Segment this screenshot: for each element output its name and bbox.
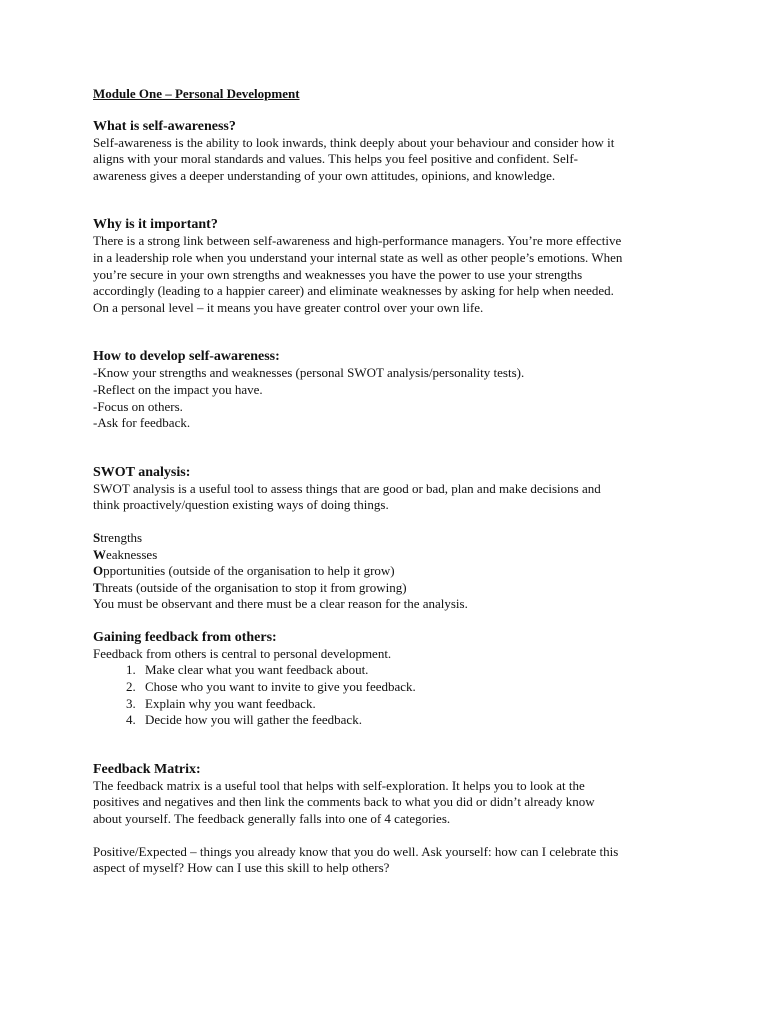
swot-item-opportunities bbox=[93, 563, 683, 580]
feedback-steps-list bbox=[93, 662, 683, 728]
text-line: aspect of myself? How can I use this skill to help others? bbox=[93, 860, 390, 876]
text-line: accordingly (leading to a happier career) and eliminate weaknesses by asking for help when needed. bbox=[93, 283, 614, 299]
list-item: 4. Decide how you will gather the feedback. bbox=[139, 712, 683, 729]
swot-word: hreats (outside of the organisation to stop it from growing) bbox=[101, 579, 407, 595]
swot-word: eaknesses bbox=[106, 546, 158, 562]
swot-item-threats bbox=[93, 580, 683, 597]
swot-letter: T bbox=[93, 579, 102, 595]
heading-gaining-feedback: Gaining feedback from others: bbox=[93, 629, 277, 645]
heading-swot-analysis: SWOT analysis: bbox=[93, 464, 191, 480]
text-line: aligns with your moral standards and values. This helps you feel positive and confident. Self- bbox=[93, 151, 578, 167]
text-line: you’re secure in your own strengths and weaknesses you have the power to use your strengths bbox=[93, 266, 583, 282]
paragraph-positive-expected bbox=[93, 844, 683, 877]
swot-letter: O bbox=[93, 563, 104, 579]
paragraph-why-important bbox=[93, 233, 683, 316]
paragraph-swot bbox=[93, 481, 683, 514]
list-item: -Ask for feedback. bbox=[93, 415, 191, 431]
heading-feedback-matrix: Feedback Matrix: bbox=[93, 761, 201, 777]
module-title: Module One – Personal Development bbox=[93, 86, 300, 101]
heading-what-is-self-awareness: What is self-awareness? bbox=[93, 118, 236, 134]
heading-why-important: Why is it important? bbox=[93, 217, 218, 233]
document-page bbox=[93, 86, 683, 877]
text-line: think proactively/question existing ways of doing things. bbox=[93, 497, 389, 513]
text-line: There is a strong link between self-awareness and high-performance managers. You’re more effective bbox=[93, 233, 622, 249]
swot-letter: S bbox=[93, 529, 101, 545]
swot-item-weaknesses bbox=[93, 547, 683, 564]
list-item: -Reflect on the impact you have. bbox=[93, 381, 263, 397]
feedback-intro: Feedback from others is central to personal development. bbox=[93, 645, 392, 661]
swot-word: trengths bbox=[100, 529, 143, 545]
text-line: in a leadership role when you understand your internal state as well as other people’s emotions. When bbox=[93, 249, 623, 265]
swot-item-strengths bbox=[93, 530, 683, 547]
swot-list bbox=[93, 530, 683, 596]
list-item: -Focus on others. bbox=[93, 398, 183, 414]
text-line: positives and negatives and then link the comments back to what you did or didn’t already know bbox=[93, 794, 595, 810]
paragraph-what-is-self-awareness bbox=[93, 135, 683, 185]
text-line: Self-awareness is the ability to look inwards, think deeply about your behaviour and consider how it bbox=[93, 134, 615, 150]
swot-closing-text: You must be observant and there must be a clear reason for the analysis. bbox=[93, 596, 468, 612]
text-line: Positive/Expected – things you already know that you do well. Ask yourself: how can I celebrate this bbox=[93, 843, 619, 859]
swot-word: pportunities (outside of the organisation to help it grow) bbox=[103, 563, 395, 579]
heading-how-to-develop: How to develop self-awareness: bbox=[93, 349, 280, 365]
paragraph-feedback-matrix bbox=[93, 778, 683, 828]
list-item: 2. Chose who you want to invite to give you feedback. bbox=[139, 679, 683, 696]
list-item: 3. Explain why you want feedback. bbox=[139, 696, 683, 713]
text-line: The feedback matrix is a useful tool that helps with self-exploration. It helps you to look at the bbox=[93, 777, 585, 793]
list-item: 1. Make clear what you want feedback about. bbox=[139, 662, 683, 679]
swot-letter: W bbox=[93, 546, 106, 562]
text-line: awareness gives a deeper understanding of your own attitudes, opinions, and knowledge. bbox=[93, 167, 556, 183]
text-line: SWOT analysis is a useful tool to assess things that are good or bad, plan and make decisions and bbox=[93, 480, 601, 496]
develop-list bbox=[93, 365, 683, 431]
text-line: On a personal level – it means you have greater control over your own life. bbox=[93, 299, 484, 315]
text-line: about yourself. The feedback generally falls into one of 4 categories. bbox=[93, 811, 451, 827]
list-item: -Know your strengths and weaknesses (personal SWOT analysis/personality tests). bbox=[93, 365, 525, 381]
